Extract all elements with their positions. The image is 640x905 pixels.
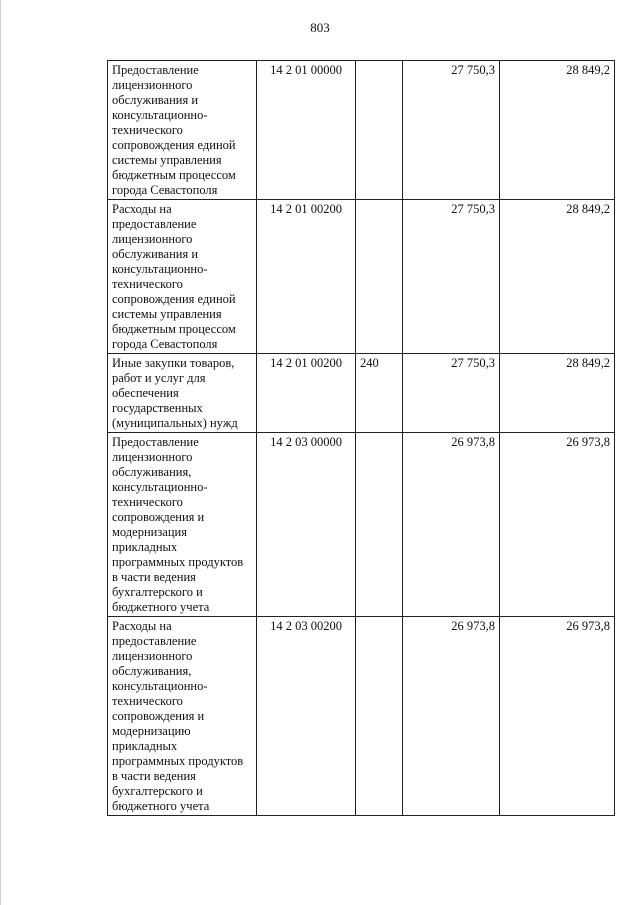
row-value1-cell: 26 973,8 xyxy=(403,617,500,816)
table-row xyxy=(108,433,615,617)
row-value2-cell: 28 849,2 xyxy=(500,61,615,200)
row-type-cell xyxy=(356,200,403,354)
row-code-cell: 14 2 01 00200 xyxy=(257,354,356,433)
budget-table xyxy=(107,60,615,816)
row-type-cell xyxy=(356,433,403,617)
row-value2-cell: 26 973,8 xyxy=(500,617,615,816)
row-type-cell: 240 xyxy=(356,354,403,433)
table-row xyxy=(108,200,615,354)
table-row xyxy=(108,61,615,200)
row-code-cell: 14 2 03 00200 xyxy=(257,617,356,816)
row-value2-cell: 28 849,2 xyxy=(500,354,615,433)
table-row xyxy=(108,354,615,433)
row-name-cell: Предоставление лицензионного обслуживания, консультационно-технического сопровождения и модернизация прикладных программных продуктов в части ведения бухгалтерского и бюджетного учета xyxy=(108,433,257,617)
row-value1-cell: 27 750,3 xyxy=(403,354,500,433)
table-row xyxy=(108,617,615,816)
row-code-cell: 14 2 01 00200 xyxy=(257,200,356,354)
row-value1-cell: 27 750,3 xyxy=(403,200,500,354)
row-name-cell: Расходы на предоставление лицензионного обслуживания и консультационно-технического сопровождения единой системы управления бюджетным процессом города Севастополя xyxy=(108,200,257,354)
page-number: 803 xyxy=(310,20,330,35)
row-value1-cell: 26 973,8 xyxy=(403,433,500,617)
row-value2-cell: 26 973,8 xyxy=(500,433,615,617)
row-type-cell xyxy=(356,61,403,200)
row-code-cell: 14 2 03 00000 xyxy=(257,433,356,617)
row-name-cell: Иные закупки товаров, работ и услуг для обеспечения государственных (муниципальных) нужд xyxy=(108,354,257,433)
scan-margin-line xyxy=(0,0,1,905)
row-value1-cell: 27 750,3 xyxy=(403,61,500,200)
row-value2-cell: 28 849,2 xyxy=(500,200,615,354)
row-name-cell: Расходы на предоставление лицензионного обслуживания, консультационно-технического сопровождения и модернизацию прикладных программных продуктов в части ведения бухгалтерского и бюджетного учета xyxy=(108,617,257,816)
row-code-cell: 14 2 01 00000 xyxy=(257,61,356,200)
row-type-cell xyxy=(356,617,403,816)
row-name-cell: Предоставление лицензионного обслуживания и консультационно-технического сопровождения единой системы управления бюджетным процессом города Севастополя xyxy=(108,61,257,200)
